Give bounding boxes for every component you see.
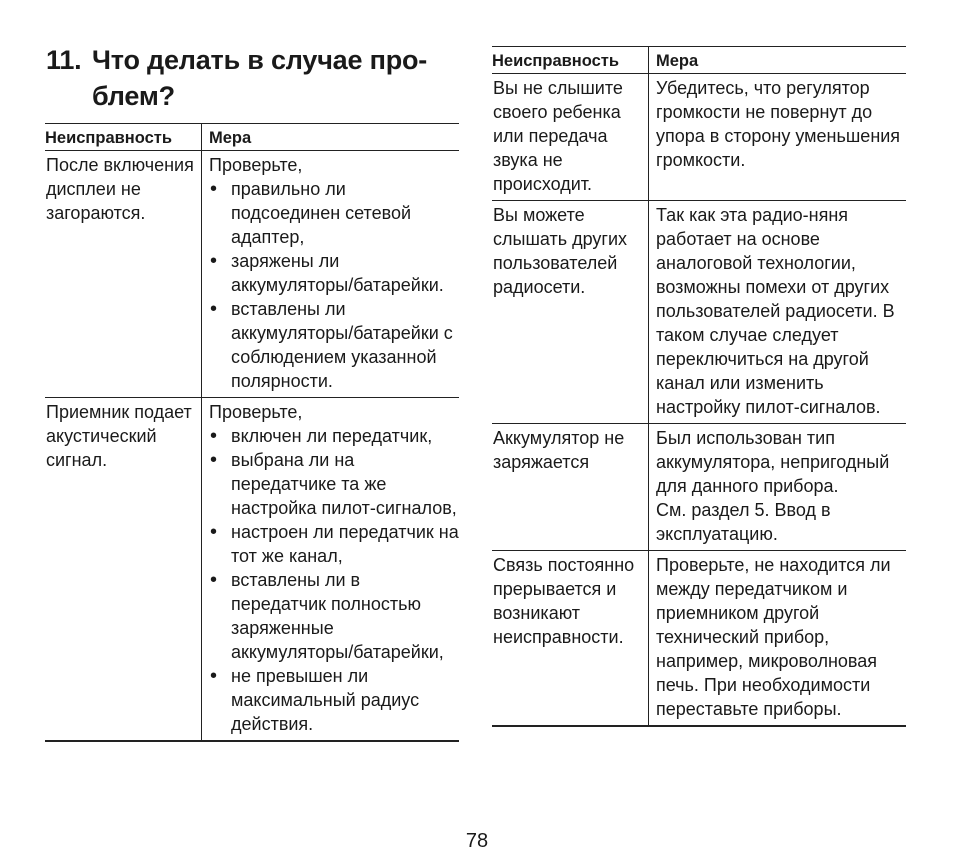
check-list [209, 424, 459, 736]
measure-cell: Проверьте, не находится ли между передатчиком и приемником другой технический прибор, например, микроволновая печь. При необходимости переставьте приборы. [649, 551, 907, 727]
fault-cell: Вы можете слышать других пользователей радиосети. [492, 201, 649, 424]
table-row [492, 201, 906, 424]
fault-cell: Связь постоянно прерывается и возникают неисправности. [492, 551, 649, 727]
column-header-fault: Неисправность [492, 47, 649, 74]
list-item: • правильно ли подсоединен сетевой адаптер, [209, 177, 459, 249]
measure-intro: Проверьте, [209, 402, 303, 422]
fault-cell: Вы не слышите своего ребенка или передача звука не происходит. [493, 78, 623, 194]
section-number: 11. [46, 45, 82, 75]
column-header-fault: Неисправность [45, 124, 202, 151]
table-row [45, 398, 459, 742]
list-item: • не превышен ли максимальный радиус действия. [209, 664, 459, 736]
page-number: 78 [465, 830, 489, 852]
measure-cell [202, 398, 460, 742]
list-item: • вставлены ли аккумуляторы/батарейки с соблюдением указанной полярности. [209, 297, 459, 393]
measure-intro: Проверьте, [209, 155, 303, 175]
list-item: • выбрана ли на передатчике та же настройка пилот-сигналов, [209, 448, 459, 520]
measure-cell [202, 151, 460, 398]
section-title-line1: Что делать в случае про- [92, 45, 428, 75]
list-item: • заряжены ли аккумуляторы/батарейки. [209, 249, 459, 297]
fault-cell: Аккумулятор не заряжается [492, 424, 649, 551]
fault-cell: После включения дисплеи не загораются. [46, 155, 194, 223]
check-list [209, 177, 459, 393]
section-title [46, 42, 466, 114]
list-item: • вставлены ли в передатчик полностью заряженные аккумуляторы/батарейки, [209, 568, 459, 664]
measure-reference: См. раздел 5. Ввод в эксплуатацию. [656, 500, 831, 544]
fault-cell: Приемник подает акустический сигнал. [45, 398, 202, 742]
troubleshooting-table-right [492, 46, 906, 727]
table-row [492, 551, 906, 727]
column-header-measure: Мера [202, 124, 460, 151]
section-title-line2: блем? [92, 81, 175, 111]
table-row [45, 151, 459, 398]
table-row [492, 424, 906, 551]
table-row [492, 74, 906, 201]
measure-cell: Убедитесь, что регулятор громкости не повернут до упора в сторону уменьшения громкости. [649, 74, 907, 201]
troubleshooting-table-left [45, 123, 459, 742]
measure-text: Был использован тип аккумулятора, непригодный для данного прибора. [656, 428, 890, 496]
column-header-measure: Мера [649, 47, 907, 74]
measure-cell [649, 424, 907, 551]
list-item: • включен ли передатчик, [209, 424, 459, 448]
measure-cell: Так как эта радио-няня работает на основе аналоговой технологии, возможны помехи от других пользователей радиосети. В таком случае следует переключиться на другой канал или изменить настройку пилот-сигналов. [649, 201, 907, 424]
list-item: • настроен ли передатчик на тот же канал, [209, 520, 459, 568]
